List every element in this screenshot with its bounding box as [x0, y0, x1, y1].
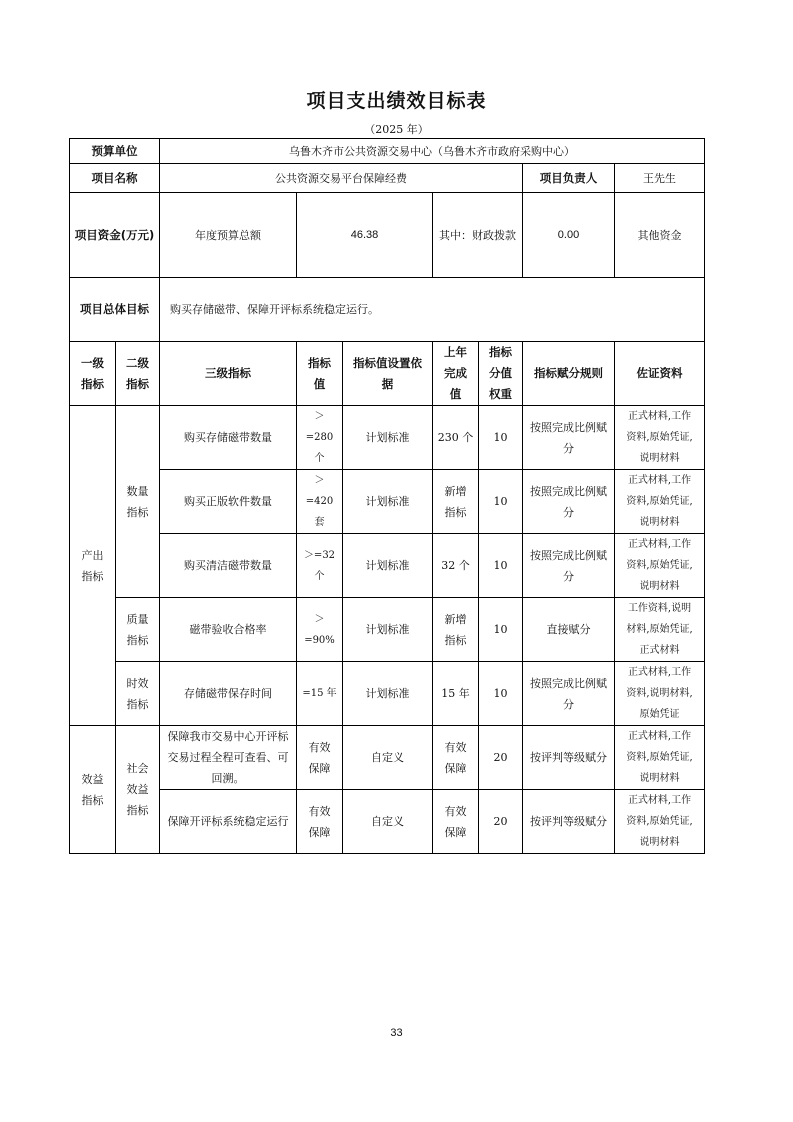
header-level3: 三级指标 — [160, 342, 297, 406]
indicator-evidence: 正式材料,工作 资料,说明材料, 原始凭证 — [615, 662, 705, 726]
indicator-name: 磁带验收合格率 — [160, 598, 297, 662]
table-row — [70, 470, 705, 534]
header-prev-year: 上年 完成 值 — [433, 342, 479, 406]
indicator-weight: 10 — [479, 470, 523, 534]
overall-goal-label: 项目总体目标 — [70, 278, 160, 342]
annual-budget-value: 46.38 — [297, 193, 433, 278]
indicator-name: 购买存储磁带数量 — [160, 406, 297, 470]
group-benefit: 效益 指标 — [70, 726, 116, 854]
indicator-prev: 230 个 — [433, 406, 479, 470]
indicator-prev: 新增 指标 — [433, 470, 479, 534]
header-indicator-value: 指标 值 — [297, 342, 343, 406]
indicator-prev: 32 个 — [433, 534, 479, 598]
indicator-prev: 15 年 — [433, 662, 479, 726]
group-quantity: 数量 指标 — [116, 406, 160, 598]
indicator-rule: 按照完成比例赋 分 — [523, 470, 615, 534]
indicator-rule: 按照完成比例赋 分 — [523, 406, 615, 470]
year-label: （2025 年） — [364, 123, 429, 136]
page-number: 33 — [390, 1027, 403, 1039]
table-row — [70, 790, 705, 854]
indicator-evidence: 工作资料,说明 材料,原始凭证, 正式材料 — [615, 598, 705, 662]
indicator-rule: 按评判等级赋分 — [523, 790, 615, 854]
indicator-value: 有效 保障 — [297, 790, 343, 854]
indicator-name: 购买正版软件数量 — [160, 470, 297, 534]
performance-target-table — [69, 138, 705, 854]
indicator-basis: 计划标准 — [343, 662, 433, 726]
group-output: 产出 指标 — [70, 406, 116, 726]
other-funds-label: 其他资金 — [615, 193, 705, 278]
indicator-basis: 计划标准 — [343, 406, 433, 470]
indicator-evidence: 正式材料,工作 资料,原始凭证, 说明材料 — [615, 406, 705, 470]
project-owner-label: 项目负责人 — [523, 164, 615, 193]
group-quality: 质量 指标 — [116, 598, 160, 662]
indicator-name: 保障我市交易中心开评标 交易过程全程可查看、可 回溯。 — [160, 726, 297, 790]
table-row — [70, 662, 705, 726]
indicator-name: 购买清洁磁带数量 — [160, 534, 297, 598]
indicator-evidence: 正式材料,工作 资料,原始凭证, 说明材料 — [615, 790, 705, 854]
indicator-prev: 有效 保障 — [433, 790, 479, 854]
indicator-evidence: 正式材料,工作 资料,原始凭证, 说明材料 — [615, 534, 705, 598]
header-level2: 二级 指标 — [116, 342, 160, 406]
indicator-name: 存储磁带保存时间 — [160, 662, 297, 726]
indicator-rule: 按照完成比例赋 分 — [523, 534, 615, 598]
indicator-basis: 自定义 — [343, 790, 433, 854]
indicator-weight: 10 — [479, 406, 523, 470]
fiscal-allocation-label: 其中：财政拨款 — [433, 193, 523, 278]
project-name-value: 公共资源交易平台保障经费 — [160, 164, 523, 193]
indicator-prev: 有效 保障 — [433, 726, 479, 790]
indicator-weight: 10 — [479, 534, 523, 598]
table-row — [70, 726, 705, 790]
indicator-rule: 直接赋分 — [523, 598, 615, 662]
indicator-weight: 10 — [479, 598, 523, 662]
fiscal-allocation-value: 0.00 — [523, 193, 615, 278]
indicator-rule: 按照完成比例赋 分 — [523, 662, 615, 726]
annual-budget-label: 年度预算总额 — [160, 193, 297, 278]
project-funds-label: 项目资金(万元) — [70, 193, 160, 278]
indicator-value: ＞=32 个 — [297, 534, 343, 598]
project-owner-value: 王先生 — [615, 164, 705, 193]
indicator-name: 保障开评标系统稳定运行 — [160, 790, 297, 854]
group-timeliness: 时效 指标 — [116, 662, 160, 726]
indicator-basis: 计划标准 — [343, 534, 433, 598]
group-social-benefit: 社会 效益 指标 — [116, 726, 160, 854]
indicator-weight: 10 — [479, 662, 523, 726]
indicator-value: 有效 保障 — [297, 726, 343, 790]
indicator-weight: 20 — [479, 726, 523, 790]
header-scoring-rule: 指标赋分规则 — [523, 342, 615, 406]
table-row — [70, 598, 705, 662]
table-row — [70, 534, 705, 598]
indicator-value: ＞ =90% — [297, 598, 343, 662]
header-level1: 一级 指标 — [70, 342, 116, 406]
indicator-prev: 新增 指标 — [433, 598, 479, 662]
indicator-basis: 计划标准 — [343, 598, 433, 662]
indicator-basis: 自定义 — [343, 726, 433, 790]
indicator-basis: 计划标准 — [343, 470, 433, 534]
indicator-value: ＞ =280 个 — [297, 406, 343, 470]
indicator-rule: 按评判等级赋分 — [523, 726, 615, 790]
indicator-evidence: 正式材料,工作 资料,原始凭证, 说明材料 — [615, 470, 705, 534]
overall-goal-value: 购买存储磁带、保障开评标系统稳定运行。 — [160, 278, 705, 342]
indicator-weight: 20 — [479, 790, 523, 854]
table-row — [70, 406, 705, 470]
header-basis: 指标值设置依 据 — [343, 342, 433, 406]
budget-unit-label: 预算单位 — [70, 139, 160, 164]
indicator-evidence: 正式材料,工作 资料,原始凭证, 说明材料 — [615, 726, 705, 790]
page-title: 项目支出绩效目标表 — [306, 90, 487, 112]
indicator-value: =15 年 — [297, 662, 343, 726]
project-name-label: 项目名称 — [70, 164, 160, 193]
indicator-value: ＞ =420 套 — [297, 470, 343, 534]
header-weight: 指标 分值 权重 — [479, 342, 523, 406]
header-evidence: 佐证资料 — [615, 342, 705, 406]
budget-unit-value: 乌鲁木齐市公共资源交易中心（乌鲁木齐市政府采购中心） — [160, 139, 705, 164]
